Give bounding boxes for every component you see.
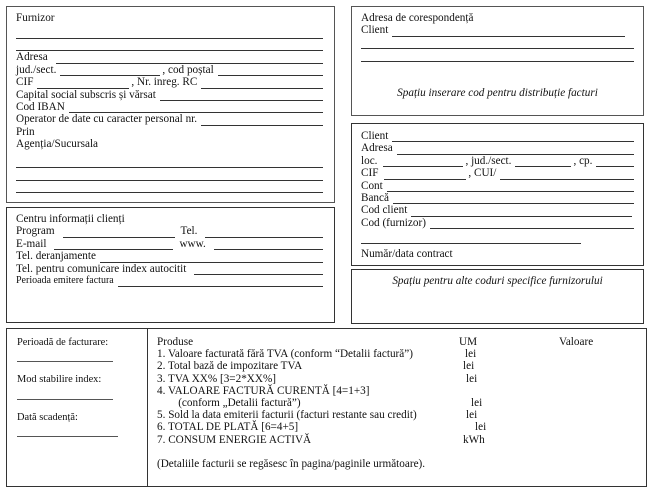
- supplier-iban-field[interactable]: [69, 103, 323, 113]
- contract-label: Număr/data contract: [361, 247, 453, 260]
- product-row: [157, 421, 637, 433]
- client-section: [351, 123, 644, 266]
- supplier-name-line-2[interactable]: [16, 39, 323, 52]
- account-label: Cont: [361, 179, 383, 192]
- postal-code-field[interactable]: [596, 157, 634, 167]
- product-label: 3. TVA XX% [3=2*XX%]: [157, 372, 277, 385]
- other-codes-note: Spațiu pentru alte coduri specifice furnizorului: [392, 275, 603, 287]
- bank-label: Bancă: [361, 191, 389, 204]
- supplier-capital-label: Capital social subscris și vărsat: [16, 88, 156, 101]
- client-county-label: , jud./sect.: [465, 154, 512, 167]
- correspondence-client-label: Client: [361, 24, 389, 37]
- supplier-agency-label: Agenția/Sucursala: [16, 138, 99, 151]
- product-row: [157, 409, 637, 421]
- other-codes-section: [351, 269, 644, 324]
- billing-period-field[interactable]: [17, 361, 113, 362]
- client-code-label: Cod client: [361, 204, 408, 217]
- correspondence-line-1[interactable]: [361, 37, 634, 50]
- supplier-county-label: jud./sect.: [16, 63, 57, 76]
- client-field[interactable]: [392, 132, 634, 142]
- client-label: Client: [361, 129, 389, 142]
- billing-period-label: Perioadă de facturare:: [17, 337, 109, 348]
- supplier-agency-line-1[interactable]: [16, 156, 323, 169]
- www-field[interactable]: [214, 240, 323, 250]
- product-um: lei: [466, 409, 478, 422]
- product-row: [157, 385, 637, 397]
- supplier-code-field[interactable]: [430, 219, 634, 229]
- supplier-cif-label: CIF: [16, 76, 34, 89]
- client-county-field[interactable]: [515, 157, 571, 167]
- product-um: lei: [475, 421, 487, 434]
- outage-phone-label: Tel. deranjamente: [16, 250, 96, 263]
- product-um: lei: [465, 348, 477, 361]
- supplier-address-label: Adresa: [16, 51, 48, 64]
- client-cif-field[interactable]: [384, 170, 466, 180]
- product-label: 5. Sold la data emiterii facturii (facturi restante sau credit): [157, 409, 417, 422]
- cui-field[interactable]: [500, 170, 634, 180]
- product-um: kWh: [463, 433, 485, 446]
- products-table: [157, 336, 637, 470]
- supplier-code-label: Cod (furnizor): [361, 216, 426, 229]
- product-label: 6. TOTAL DE PLATĂ [6=4+5]: [157, 421, 299, 434]
- supplier-postal-field[interactable]: [218, 66, 323, 76]
- value-header: Valoare: [559, 336, 594, 348]
- supplier-postal-label: , cod poștal: [162, 63, 214, 76]
- bank-field[interactable]: [393, 194, 634, 204]
- client-address-field[interactable]: [397, 145, 634, 155]
- products-header: [157, 336, 637, 348]
- product-um: lei: [463, 360, 475, 373]
- supplier-county-field[interactable]: [60, 66, 160, 76]
- index-mode-field[interactable]: [17, 399, 113, 400]
- supplier-operator-label: Operator de date cu caracter personal nr.: [16, 113, 198, 126]
- cui-label: , CUI/: [468, 167, 497, 180]
- program-label: Program: [16, 225, 55, 238]
- product-label: 4. VALOARE FACTURĂ CURENTĂ [4=1+3]: [157, 384, 370, 397]
- product-label: 2. Total bază de impozitare TVA: [157, 360, 303, 373]
- distribution-code-note: Spațiu inserare cod pentru distribuție facturi: [397, 86, 598, 99]
- customer-info-center-section: [6, 207, 335, 323]
- client-code-field[interactable]: [411, 207, 632, 217]
- due-date-field[interactable]: [17, 436, 118, 437]
- email-label: E-mail: [16, 237, 47, 250]
- client-cif-label: CIF: [361, 167, 379, 180]
- supplier-name-line-1[interactable]: [16, 26, 323, 39]
- locality-field[interactable]: [383, 157, 463, 167]
- invoice-details-note: (Detaliile facturii se regăsesc în pagina/paginile următoare).: [157, 457, 426, 470]
- due-date-label: Dată scadență:: [17, 411, 78, 423]
- product-label: 1. Valoare facturată fără TVA (conform “Detalii factură”): [157, 348, 413, 361]
- product-label: 7. CONSUM ENERGIE ACTIVĂ: [157, 433, 312, 446]
- supplier-address-field[interactable]: [56, 54, 323, 64]
- product-label: (conform „Detalii factură”): [167, 396, 301, 409]
- product-row: [157, 397, 637, 409]
- www-label: www.: [179, 237, 206, 250]
- product-row: [157, 348, 637, 360]
- tel-field[interactable]: [205, 228, 323, 238]
- billing-details-column: [7, 329, 148, 486]
- index-phone-field[interactable]: [194, 265, 323, 275]
- products-header-label: Produse: [157, 336, 194, 348]
- supplier-section: [6, 6, 335, 203]
- product-row: [157, 360, 637, 372]
- program-field[interactable]: [63, 228, 175, 238]
- supplier-title: Furnizor: [16, 11, 55, 24]
- tel-label: Tel.: [180, 225, 198, 238]
- issue-period-field[interactable]: [118, 277, 323, 287]
- index-mode-label: Mod stabilire index:: [17, 374, 102, 386]
- supplier-operator-field[interactable]: [201, 116, 323, 126]
- supplier-rc-label: , Nr. inreg. RC: [131, 76, 198, 89]
- issue-period-label: Perioada emitere factura: [16, 274, 114, 286]
- product-row: [157, 373, 637, 385]
- info-center-title: Centru informații clienți: [16, 212, 125, 225]
- email-field[interactable]: [54, 240, 173, 250]
- account-field[interactable]: [387, 182, 634, 192]
- correspondence-client-field[interactable]: [392, 27, 625, 37]
- product-um: lei: [466, 372, 478, 385]
- client-address-label: Adresa: [361, 142, 393, 155]
- um-header: UM: [459, 336, 478, 348]
- index-phone-label: Tel. pentru comunicare index autocitit: [16, 262, 187, 275]
- contract-field[interactable]: [361, 231, 581, 244]
- supplier-agency-line-2[interactable]: [16, 168, 323, 181]
- postal-code-label: , cp.: [573, 154, 593, 167]
- correspondence-address-section: [351, 6, 644, 116]
- product-um: lei: [471, 396, 483, 409]
- invoice-summary-section: [6, 328, 647, 487]
- outage-phone-field[interactable]: [100, 253, 323, 263]
- correspondence-line-2[interactable]: [361, 49, 634, 62]
- correspondence-title: Adresa de corespondență: [361, 11, 474, 24]
- supplier-iban-label: Cod IBAN: [16, 100, 65, 113]
- supplier-rc-field[interactable]: [201, 79, 323, 89]
- supplier-capital-field[interactable]: [160, 91, 323, 101]
- supplier-prin-label: Prin: [16, 125, 35, 138]
- product-row: [157, 434, 637, 446]
- locality-label: loc.: [361, 154, 378, 167]
- supplier-cif-field[interactable]: [37, 79, 129, 89]
- supplier-agency-line-3[interactable]: [16, 181, 323, 194]
